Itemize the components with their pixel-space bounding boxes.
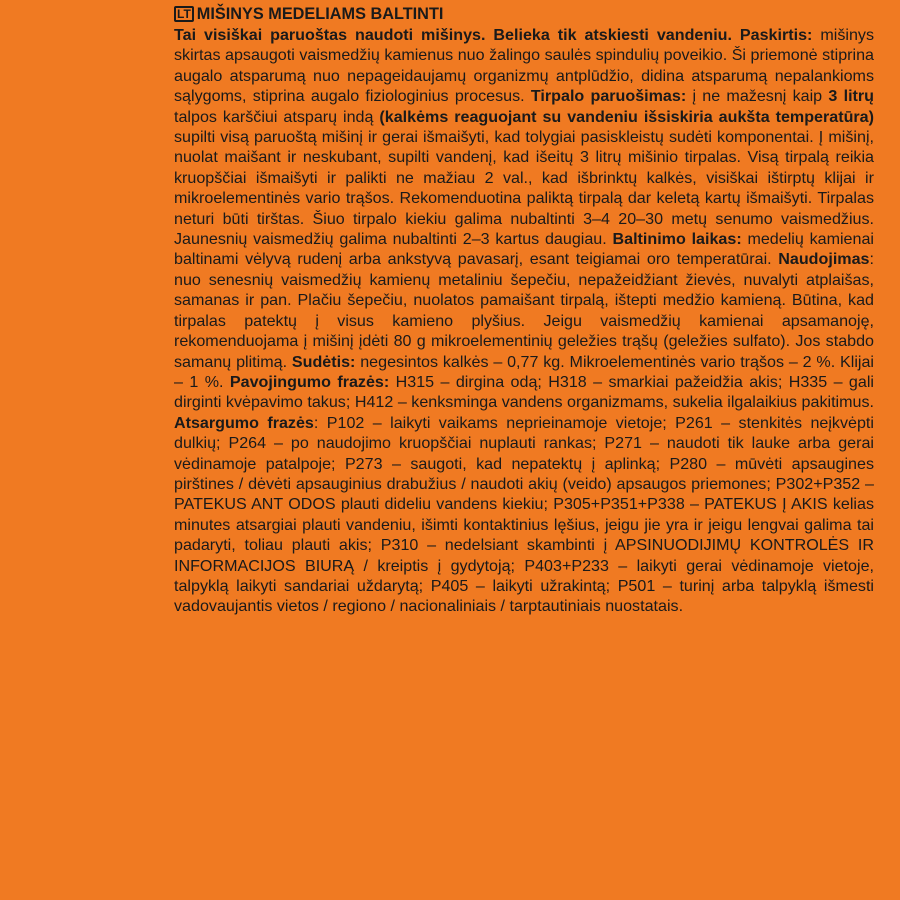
label-header: [174, 3, 874, 25]
bold-segment: (kalkėms reaguojant su vandeniu išsiskiria aukšta temperatūra): [379, 107, 874, 126]
bold-segment: Pavojingumo frazės:: [229, 372, 390, 391]
text-segment: supilti visą paruoštą mišinį ir gerai išmaišyti, kad tolygiai pasiskleistų sudėti komponentai. Į mišinį, nuolat maišant ir neskubant, supilti vandenį, kad išeitų 3 litrų mišinio tirpalas. Visą tirpalą reikia kruopščiai išmaišyti ir palikti ne mažiau 2 val., kad išbrinktų kalkės, visiškai ištirptų klijai ir mikroelementinės vario trąšos. Rekomenduotina paliktą tirpalą dar keletą kartų išmaišyti. Tirpalas neturi būti tirštas. Šiuo tirpalo kiekiu galima nubaltinti 3–4 20–30 metų senumo vaismedžius. Jaunesnių vaismedžių galima nubaltinti 2–3 kartus daugiau.: [174, 128, 874, 249]
text-segment: talpos karščiui atsparų indą: [174, 107, 380, 126]
text-segment: H315 – dirgina odą; H318 – smarkiai pažeidžia akis; H335 – gali dirginti kvėpavimo takus; H412 – kenksminga vandens organizmams, sukelia ilgalaikius pakitimus.: [174, 372, 874, 412]
product-title: MIŠINYS MEDELIAMS BALTINTI: [196, 4, 444, 23]
bold-segment: Atsargumo frazės: [174, 413, 314, 432]
text-segment: į ne mažesnį kaip: [686, 87, 829, 106]
text-segment: : nuo senesnių vaismedžių kamienų metaliniu šepečiu, nepažeidžiant žievės, nuvalyti atplaišas, samanas ir pan. Plačiu šepečiu, nuolatos pamaišant tirpalą, ištepti medžio kamieną. Būtina, kad tirpalas patektų į visus kamieno plyšius. Jeigu vaismedžių kamienai apsamanoję, rekomenduojama į mišinį įdėti 80 g mikroelementinių geležies trąšų (geležies sulfato). Jos stabdo samanų plitimą.: [174, 250, 874, 371]
language-badge: LT: [174, 6, 194, 22]
bold-segment: 3 litrų: [828, 87, 874, 106]
bold-segment: Tai visiškai paruoštas naudoti mišinys. Belieka tik atskiesti vandeniu. Paskirtis:: [174, 26, 813, 44]
text-segment: negesintos kalkės – 0,77 kg. Mikroelementinės vario trąšos – 2 %. Klijai – 1 %.: [174, 352, 874, 391]
bold-segment: Baltinimo laikas:: [612, 230, 742, 249]
bold-segment: Tirpalo paruošimas:: [530, 87, 687, 106]
bold-segment: Sudėtis:: [291, 352, 356, 371]
text-segment: mišinys skirtas apsaugoti vaismedžių kamienus nuo žalingo saulės spindulių poveikio. Ši priemonė stiprina augalo atsparumą nuo nepageidaujamų organizmų antplūdžio, didina atsparumą nepalankioms sąlygoms, stiprina augalo fiziologinius procesus.: [174, 26, 874, 106]
text-segment: medelių kamienai baltinami vėlyvą rudenį arba ankstyvą pavasarį, esant teigiamai oro temperatūrai.: [174, 230, 874, 269]
bold-segment: Naudojimas: [778, 250, 870, 269]
instructions-paragraph: [174, 25, 874, 617]
text-segment: : P102 – laikyti vaikams neprieinamoje vietoje; P261 – stenkitės neįkvėpti dulkių; P264 – po naudojimo kruopščiai nuplauti rankas; P271 – naudoti tik lauke arba gerai vėdinamoje patalpoje; P273 – saugoti, kad nepatektų į aplinką; P280 – mūvėti apsaugines pirštines / dėvėti apsauginius drabužius / naudoti akių (veido) apsaugos priemones; P302+P352 – PATEKUS ANT ODOS plauti dideliu vandens kiekiu; P305+P351+P338 – PATEKUS Į AKIS kelias minutes atsargiai plauti vandeniu, išimti kontaktinius lęšius, jeigu jie yra ir jeigu lengvai galima tai padaryti, toliau plauti akis; P310 – nedelsiant skambinti į APSINUODIJIMŲ KONTROLĖS IR INFORMACIJOS BIURĄ / kreiptis į gydytoją; P403+P233 – laikyti gerai vėdinamoje vietoje, talpyklą laikyti sandariai uždarytą; P405 – laikyti užrakintą; P501 – turinį arba talpyklą išmesti vadovaujantis vietos / regiono / nacionaliniais / tarptautiniais nuostatais.: [174, 413, 874, 616]
